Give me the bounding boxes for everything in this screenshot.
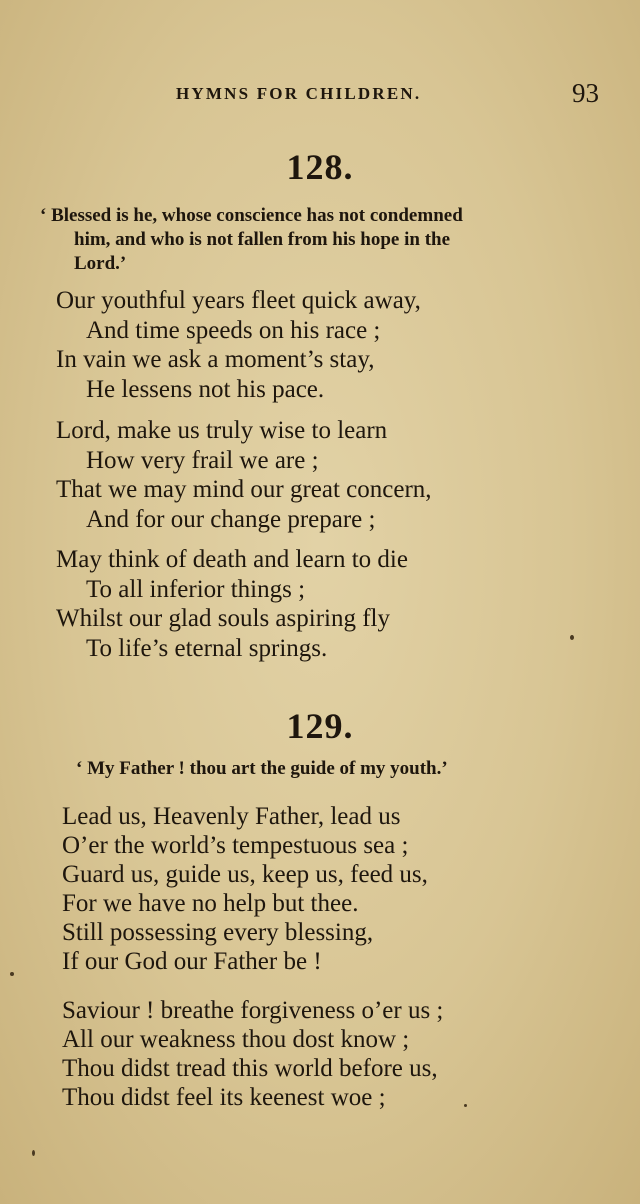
hymn-129-stanza-2 xyxy=(62,996,622,1112)
verse-line: In vain we ask a moment’s stay, xyxy=(56,346,375,373)
paper-speck xyxy=(10,972,14,976)
verse-line: And time speeds on his race ; xyxy=(86,316,381,344)
verse-line: That we may mind our great concern, xyxy=(56,476,432,503)
page-header xyxy=(0,78,640,108)
page-number: 93 xyxy=(572,78,599,108)
running-title: HYMNS FOR CHILDREN. xyxy=(176,84,422,103)
verse-line: Lead us, Heavenly Father, lead us xyxy=(62,803,401,830)
epigraph-line: ‘ Blessed is he, whose conscience has not condemned xyxy=(40,205,463,226)
paper-speck xyxy=(32,1150,35,1156)
epigraph-line: him, and who is not fallen from his hope in the xyxy=(74,229,451,250)
verse-line: Guard us, guide us, keep us, feed us, xyxy=(62,861,428,888)
verse-line: For we have no help but thee. xyxy=(62,890,359,917)
verse-line: If our God our Father be ! xyxy=(62,948,322,975)
verse-line: And for our change prepare ; xyxy=(86,505,376,533)
hymn-128-stanza-3 xyxy=(56,545,616,663)
verse-line: Whilst our glad souls aspiring fly xyxy=(56,605,390,632)
verse-line: Lord, make us truly wise to learn xyxy=(56,417,388,444)
verse-line: How very frail we are ; xyxy=(86,446,319,474)
verse-line: Thou didst feel its keenest woe ; xyxy=(62,1084,386,1111)
verse-line: May think of death and learn to die xyxy=(56,546,408,573)
hymn-129-number: 129. xyxy=(286,706,354,746)
paper-speck xyxy=(570,635,574,640)
epigraph-line: ‘ My Father ! thou art the guide of my youth.’ xyxy=(76,758,448,779)
verse-line: All our weakness thou dost know ; xyxy=(62,1026,410,1053)
hymn-129-epigraph xyxy=(76,757,448,781)
verse-line: To life’s eternal springs. xyxy=(86,634,328,662)
hymn-129-stanza-1 xyxy=(62,802,622,976)
hymn-128-stanza-1 xyxy=(56,286,616,404)
verse-line: To all inferior things ; xyxy=(86,575,306,603)
hymn-128-number: 128. xyxy=(286,147,354,187)
verse-line: Thou didst tread this world before us, xyxy=(62,1055,438,1082)
paper-speck xyxy=(464,1104,467,1107)
verse-line: Our youthful years fleet quick away, xyxy=(56,287,421,314)
hymn-128-stanza-2 xyxy=(56,416,616,534)
hymn-128-epigraph xyxy=(40,204,463,276)
verse-line: Still possessing every blessing, xyxy=(62,919,374,946)
verse-line: Saviour ! breathe forgiveness o’er us ; xyxy=(62,997,444,1024)
verse-line: He lessens not his pace. xyxy=(86,375,325,403)
verse-line: O’er the world’s tempestuous sea ; xyxy=(62,832,409,859)
epigraph-line: Lord.’ xyxy=(74,253,127,274)
